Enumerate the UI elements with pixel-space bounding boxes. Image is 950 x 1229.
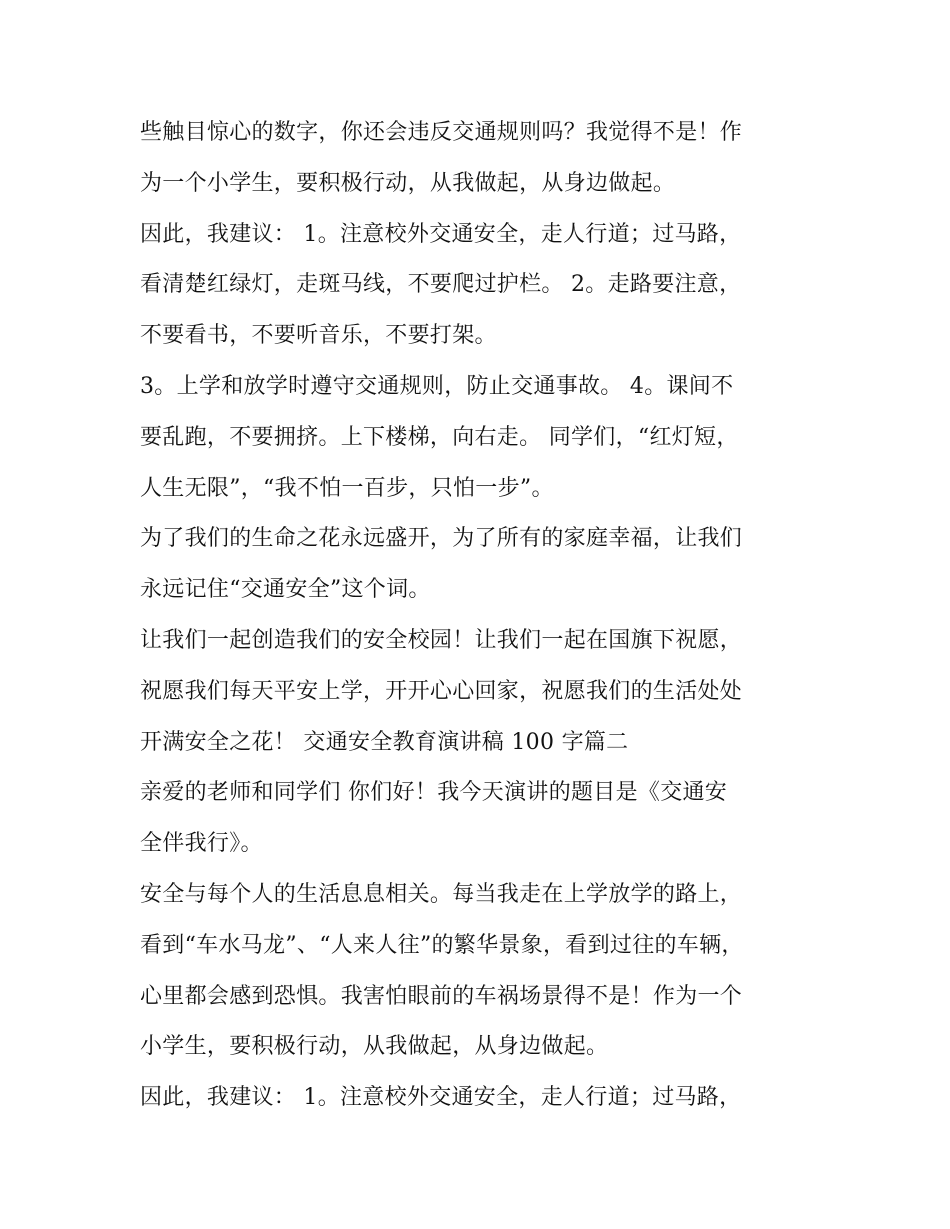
text-line: 开满安全之花！ 交通安全教育演讲稿 100 字篇二	[140, 729, 629, 755]
text-line: 人生无限”，“我不怕一百步，只怕一步”。	[140, 475, 554, 501]
text-line: 亲爱的老师和同学们 你们好！我今天演讲的题目是《交通安	[140, 780, 728, 806]
text-line: 祝愿我们每天平安上学，开开心心回家，祝愿我们的生活处处	[140, 678, 743, 704]
text-line: 些触目惊心的数字，你还会违反交通规则吗？我觉得不是！作	[140, 120, 743, 145]
text-line: 看到“车水马龙”、“人来人往”的繁华景象，看到过往的车辆，	[140, 932, 744, 958]
text-line: 心里都会感到恐惧。我害怕眼前的车祸场景得不是！作为一个	[140, 983, 743, 1009]
text-line: 因此，我建议： 1。注意校外交通安全，走人行道；过马路，	[140, 221, 742, 247]
text-line: 小学生，要积极行动，从我做起，从身边做起。	[140, 1034, 609, 1060]
text-line: 3。上学和放学时遵守交通规则，防止交通事故。 4。课间不	[140, 373, 734, 399]
text-line: 不要看书，不要听音乐，不要打架。	[140, 323, 497, 349]
text-line: 要乱跑，不要拥挤。上下楼梯，向右走。 同学们，“红灯短，	[140, 424, 739, 450]
text-line: 全伴我行》。	[140, 831, 263, 857]
text-line: 让我们一起创造我们的安全校园！让我们一起在国旗下祝愿，	[140, 627, 743, 653]
text-line: 看清楚红绿灯，走斑马线，不要爬过护栏。 2。走路要注意，	[140, 272, 742, 298]
document-body	[140, 108, 820, 1124]
text-line: 因此，我建议： 1。注意校外交通安全，走人行道；过马路，	[140, 1085, 742, 1111]
text-line: 永远记住“交通安全”这个词。	[140, 577, 431, 603]
text-line: 安全与每个人的生活息息相关。每当我走在上学放学的路上，	[140, 881, 743, 907]
text-line: 为了我们的生命之花永远盛开，为了所有的家庭幸福，让我们	[140, 526, 743, 552]
text-line: 为一个小学生，要积极行动，从我做起，从身边做起。	[140, 170, 676, 196]
